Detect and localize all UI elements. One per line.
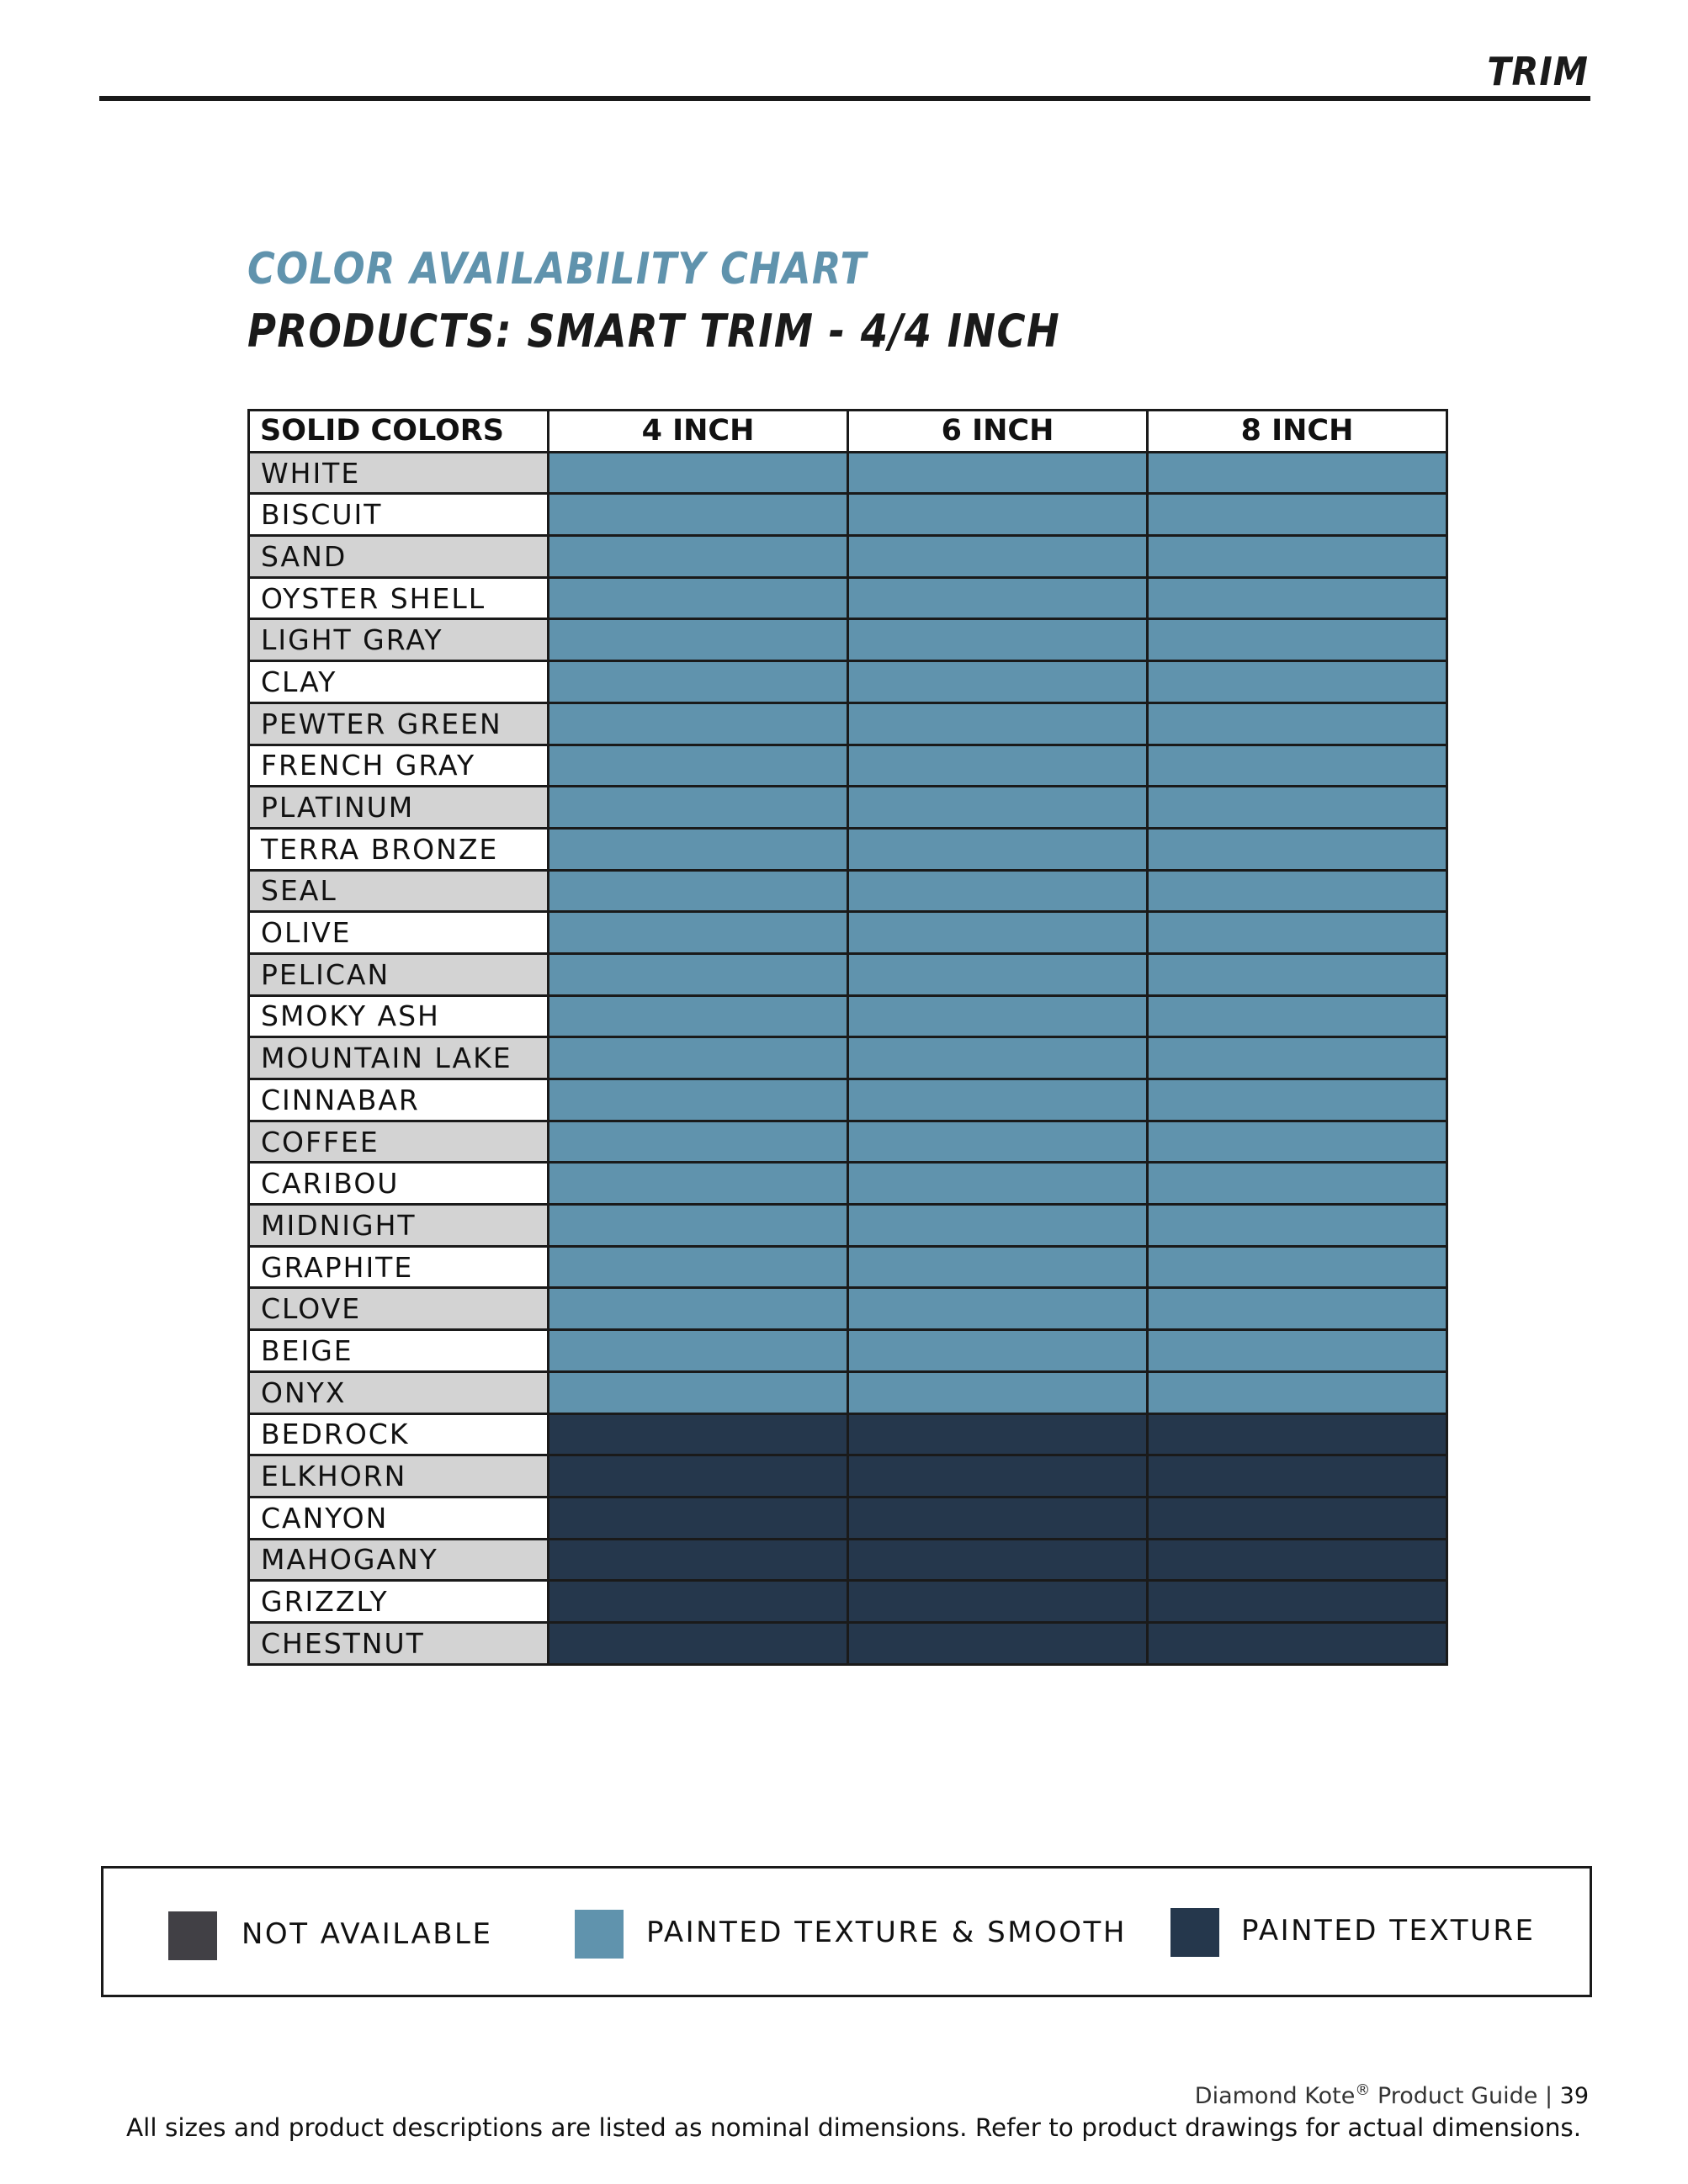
color-name-cell: CHESTNUT [249, 1622, 549, 1664]
availability-cell-6-inch [848, 494, 1148, 536]
color-name-cell: GRAPHITE [249, 1246, 549, 1288]
table-header-row [249, 411, 1447, 453]
availability-cell-8-inch [1148, 1205, 1447, 1247]
table-row [249, 1622, 1447, 1664]
table-row [249, 1455, 1447, 1498]
table-body [249, 452, 1447, 1664]
availability-cell-6-inch [848, 1622, 1148, 1664]
table-row [249, 619, 1447, 661]
availability-cell-8-inch [1148, 1371, 1447, 1413]
color-name-cell: CLOVE [249, 1288, 549, 1330]
color-name-cell: COFFEE [249, 1121, 549, 1163]
availability-cell-4-inch [549, 828, 848, 870]
availability-cell-8-inch [1148, 1622, 1447, 1664]
availability-cell-8-inch [1148, 536, 1447, 578]
availability-cell-8-inch [1148, 1079, 1447, 1121]
availability-cell-4-inch [549, 1288, 848, 1330]
availability-cell-6-inch [848, 1288, 1148, 1330]
chart-title: COLOR AVAILABILITY CHART [247, 244, 868, 294]
availability-cell-6-inch [848, 870, 1148, 912]
table-row [249, 912, 1447, 954]
availability-cell-8-inch [1148, 787, 1447, 829]
legend [101, 1866, 1592, 1997]
availability-cell-4-inch [549, 912, 848, 954]
table-row [249, 870, 1447, 912]
availability-cell-6-inch [848, 912, 1148, 954]
availability-cell-8-inch [1148, 1581, 1447, 1623]
availability-cell-8-inch [1148, 1121, 1447, 1163]
color-name-cell: MIDNIGHT [249, 1205, 549, 1247]
guide-suffix: Product Guide [1377, 2083, 1538, 2109]
availability-cell-8-inch [1148, 995, 1447, 1037]
availability-cell-6-inch [848, 577, 1148, 619]
availability-cell-8-inch [1148, 1330, 1447, 1372]
availability-cell-4-inch [549, 1246, 848, 1288]
table-row [249, 1413, 1447, 1455]
table-row [249, 1497, 1447, 1539]
table-row [249, 1539, 1447, 1581]
availability-cell-4-inch [549, 536, 848, 578]
availability-cell-6-inch [848, 1121, 1148, 1163]
legend-label-painted-texture-smooth: PAINTED TEXTURE & SMOOTH [646, 1916, 1127, 1949]
availability-cell-4-inch [549, 1581, 848, 1623]
table-row [249, 1079, 1447, 1121]
color-name-cell: CARIBOU [249, 1163, 549, 1205]
availability-cell-8-inch [1148, 912, 1447, 954]
availability-cell-6-inch [848, 1455, 1148, 1498]
availability-cell-6-inch [848, 536, 1148, 578]
color-name-cell: WHITE [249, 452, 549, 494]
color-name-cell: PLATINUM [249, 787, 549, 829]
availability-cell-4-inch [549, 577, 848, 619]
availability-cell-4-inch [549, 1079, 848, 1121]
availability-cell-6-inch [848, 1079, 1148, 1121]
legend-swatch-painted-texture-smooth [575, 1910, 624, 1959]
guide-name: Diamond Kote [1194, 2083, 1356, 2109]
color-name-cell: SMOKY ASH [249, 995, 549, 1037]
color-name-cell: SAND [249, 536, 549, 578]
color-name-cell: BEDROCK [249, 1413, 549, 1455]
table-row [249, 1288, 1447, 1330]
table-row [249, 953, 1447, 995]
table-row [249, 1581, 1447, 1623]
availability-cell-4-inch [549, 1455, 848, 1498]
availability-cell-6-inch [848, 1330, 1148, 1372]
color-name-cell: LIGHT GRAY [249, 619, 549, 661]
availability-cell-6-inch [848, 1413, 1148, 1455]
color-name-cell: OYSTER SHELL [249, 577, 549, 619]
availability-cell-4-inch [549, 870, 848, 912]
availability-table [247, 409, 1448, 1666]
availability-cell-6-inch [848, 1037, 1148, 1079]
column-header-solid-colors: SOLID COLORS [249, 411, 549, 453]
availability-cell-8-inch [1148, 953, 1447, 995]
availability-cell-4-inch [549, 1037, 848, 1079]
legend-swatch-not-available [168, 1911, 217, 1960]
availability-cell-6-inch [848, 1205, 1148, 1247]
color-name-cell: PEWTER GREEN [249, 702, 549, 745]
color-name-cell: FRENCH GRAY [249, 745, 549, 787]
availability-cell-6-inch [848, 1371, 1148, 1413]
table-row [249, 577, 1447, 619]
color-name-cell: MOUNTAIN LAKE [249, 1037, 549, 1079]
availability-cell-4-inch [549, 494, 848, 536]
color-name-cell: ONYX [249, 1371, 549, 1413]
availability-cell-4-inch [549, 1163, 848, 1205]
color-name-cell: PELICAN [249, 953, 549, 995]
registered-mark: ® [1355, 2081, 1371, 2099]
page-number: 39 [1559, 2083, 1589, 2109]
availability-cell-8-inch [1148, 1497, 1447, 1539]
table-row [249, 494, 1447, 536]
color-name-cell: BISCUIT [249, 494, 549, 536]
table-row [249, 1121, 1447, 1163]
availability-cell-4-inch [549, 1371, 848, 1413]
table-row [249, 661, 1447, 703]
availability-cell-6-inch [848, 452, 1148, 494]
availability-cell-4-inch [549, 1121, 848, 1163]
header-rule [99, 96, 1590, 101]
availability-cell-8-inch [1148, 1288, 1447, 1330]
availability-cell-6-inch [848, 1163, 1148, 1205]
availability-cell-4-inch [549, 995, 848, 1037]
availability-cell-4-inch [549, 619, 848, 661]
footer-note: All sizes and product descriptions are listed as nominal dimensions. Refer to product drawings for actual dimensions. [126, 2113, 1582, 2142]
column-header-8-inch: 8 INCH [1148, 411, 1447, 453]
table-row [249, 1205, 1447, 1247]
availability-cell-8-inch [1148, 702, 1447, 745]
color-name-cell: CANYON [249, 1497, 549, 1539]
availability-cell-4-inch [549, 1622, 848, 1664]
availability-cell-4-inch [549, 745, 848, 787]
availability-cell-6-inch [848, 828, 1148, 870]
table-row [249, 1037, 1447, 1079]
availability-cell-4-inch [549, 1330, 848, 1372]
availability-cell-6-inch [848, 745, 1148, 787]
table-row [249, 828, 1447, 870]
color-name-cell: GRIZZLY [249, 1581, 549, 1623]
availability-cell-4-inch [549, 1413, 848, 1455]
color-name-cell: ELKHORN [249, 1455, 549, 1498]
availability-cell-8-inch [1148, 661, 1447, 703]
availability-cell-8-inch [1148, 745, 1447, 787]
table-row [249, 745, 1447, 787]
color-name-cell: SEAL [249, 870, 549, 912]
table-row [249, 702, 1447, 745]
availability-cell-8-inch [1148, 452, 1447, 494]
availability-cell-8-inch [1148, 870, 1447, 912]
availability-cell-6-inch [848, 702, 1148, 745]
availability-cell-6-inch [848, 995, 1148, 1037]
color-name-cell: OLIVE [249, 912, 549, 954]
footer-guide [1195, 2081, 1589, 2109]
availability-cell-8-inch [1148, 1037, 1447, 1079]
availability-cell-4-inch [549, 452, 848, 494]
availability-cell-8-inch [1148, 494, 1447, 536]
availability-cell-8-inch [1148, 1539, 1447, 1581]
availability-cell-8-inch [1148, 1413, 1447, 1455]
availability-cell-4-inch [549, 702, 848, 745]
availability-cell-6-inch [848, 619, 1148, 661]
table-row [249, 1330, 1447, 1372]
availability-cell-6-inch [848, 661, 1148, 703]
guide-separator: | [1544, 2083, 1553, 2109]
legend-swatch-painted-texture [1170, 1908, 1219, 1957]
table-row [249, 1246, 1447, 1288]
color-name-cell: TERRA BRONZE [249, 828, 549, 870]
color-name-cell: CINNABAR [249, 1079, 549, 1121]
table-row [249, 1371, 1447, 1413]
color-name-cell: BEIGE [249, 1330, 549, 1372]
legend-label-painted-texture: PAINTED TEXTURE [1241, 1914, 1536, 1948]
availability-cell-8-inch [1148, 828, 1447, 870]
availability-cell-4-inch [549, 787, 848, 829]
availability-cell-6-inch [848, 1497, 1148, 1539]
products-title: PRODUCTS: SMART TRIM - 4/4 INCH [247, 305, 1060, 358]
column-header-4-inch: 4 INCH [549, 411, 848, 453]
availability-cell-6-inch [848, 1539, 1148, 1581]
availability-cell-4-inch [549, 1497, 848, 1539]
availability-cell-8-inch [1148, 1163, 1447, 1205]
availability-cell-6-inch [848, 1581, 1148, 1623]
legend-label-not-available: NOT AVAILABLE [242, 1917, 493, 1951]
table-row [249, 536, 1447, 578]
table-row [249, 1163, 1447, 1205]
availability-cell-6-inch [848, 787, 1148, 829]
table-row [249, 452, 1447, 494]
column-header-6-inch: 6 INCH [848, 411, 1148, 453]
availability-cell-8-inch [1148, 619, 1447, 661]
availability-cell-4-inch [549, 1205, 848, 1247]
table-row [249, 787, 1447, 829]
table-row [249, 995, 1447, 1037]
availability-cell-4-inch [549, 1539, 848, 1581]
section-tag: TRIM [1487, 49, 1589, 94]
availability-cell-4-inch [549, 661, 848, 703]
availability-cell-8-inch [1148, 1455, 1447, 1498]
color-name-cell: MAHOGANY [249, 1539, 549, 1581]
availability-cell-8-inch [1148, 577, 1447, 619]
color-name-cell: CLAY [249, 661, 549, 703]
availability-cell-6-inch [848, 1246, 1148, 1288]
availability-cell-4-inch [549, 953, 848, 995]
availability-cell-6-inch [848, 953, 1148, 995]
availability-cell-8-inch [1148, 1246, 1447, 1288]
